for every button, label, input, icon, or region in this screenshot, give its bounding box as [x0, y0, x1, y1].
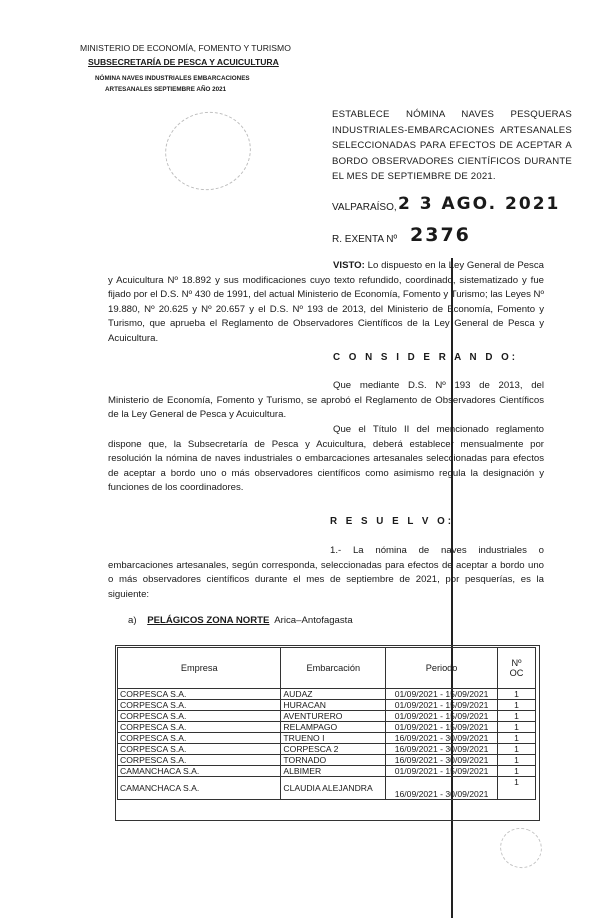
header-line-4: ARTESANALES SEPTIEMBRE AÑO 2021 [105, 86, 227, 93]
table-row [118, 733, 536, 744]
resolution-title: ESTABLECE NÓMINA NAVES PESQUERAS INDUSTRIALES-EMBARCACIONES ARTESANALES SELECCIONADAS PARA EFECTOS DE ACEPTAR A BORDO OBSERVADORES CIENTÍFICOS DURANTE EL MES DE SEPTIEMBRE DE 2021. [332, 109, 572, 183]
cell-oc: 1 [498, 733, 536, 744]
resuelvo-1-text: 1.- La nómina de naves industriales o embarcaciones artesanales, según corresponda, seleccionadas para efectos de aceptar a bordo uno o más observadores científicos durante el mes de septiembre de 2021, por pesquerías, es la siguiente: [108, 545, 544, 600]
considerando-heading: C O N S I D E R A N D O: [333, 352, 519, 363]
table-row [118, 722, 536, 733]
visto-text: Lo dispuesto en la Ley General de Pesca y Acuicultura Nº 18.892 y sus modificaciones cuyo texto refundido, coordinado, sistematizado y fue fijado por el D.S. Nº 430 de 1991, del actual Ministerio de Economía, Fomento y Turismo; las Leyes Nº 19.880, Nº 20.625 y Nº 20.657 y el D.S. Nº 193 de 2013, del Ministerio de Economía, Fomento y Turismo, que aprueba el Reglamento de Observadores Científicos de la Ley General de Pesca y Acuicultura. [108, 260, 544, 344]
cell-periodo: 01/09/2021 - 15/09/2021 [386, 722, 498, 733]
section-a-title: PELÁGICOS ZONA NORTE [147, 615, 270, 626]
section-a-letter: a) [128, 615, 137, 626]
table-row [118, 777, 536, 800]
cell-empresa: CORPESCA S.A. [118, 733, 281, 744]
cell-oc: 1 [498, 755, 536, 766]
resuelvo-paragraph-1 [108, 544, 544, 602]
cell-oc: 1 [498, 722, 536, 733]
cell-oc: 1 [498, 766, 536, 777]
signature-stamp [494, 822, 547, 874]
cell-oc: 1 [498, 777, 536, 800]
cell-embarcacion: CLAUDIA ALEJANDRA [281, 777, 386, 800]
table-row [118, 766, 536, 777]
table-row [118, 700, 536, 711]
cell-periodo: 16/09/2021 - 30/09/2021 [386, 744, 498, 755]
ministry-name: MINISTERIO DE ECONOMÍA, FOMENTO Y TURISMO [80, 43, 291, 53]
table-row [118, 689, 536, 700]
cell-empresa: CORPESCA S.A. [118, 722, 281, 733]
vessel-table [117, 647, 536, 800]
table-row [118, 711, 536, 722]
cell-embarcacion: CORPESCA 2 [281, 744, 386, 755]
header-noc: Nº OC [498, 648, 536, 689]
considerando-2-text: Que el Título II del mencionado reglamento dispone que, la Subsecretaría de Pesca y Acuicultura, deberá establecer mensualmente por resolución la nómina de naves industriales o embarcaciones artesanales seleccionadas para efectos de aceptar a bordo uno o más observadores científicos como asimismo regula la designación y funciones de los coordinadores. [108, 424, 544, 494]
section-a-region: Arica–Antofagasta [274, 615, 353, 626]
header-periodo: Periodo [386, 648, 498, 689]
cell-oc: 1 [498, 700, 536, 711]
visto-label: VISTO: [333, 260, 365, 271]
cell-periodo: 01/09/2021 - 15/09/2021 [386, 711, 498, 722]
considerando-paragraph-2 [108, 423, 544, 496]
considerando-paragraph-1 [108, 379, 544, 423]
cell-embarcacion: AUDAZ [281, 689, 386, 700]
official-seal-stamp [158, 104, 258, 198]
place-label: VALPARAÍSO, [332, 202, 397, 213]
table-row [118, 755, 536, 766]
cell-periodo: 01/09/2021 - 15/09/2021 [386, 689, 498, 700]
header-embarcacion: Embarcación [281, 648, 386, 689]
cell-periodo: 16/09/2021 - 30/09/2021 [386, 755, 498, 766]
cell-empresa: CORPESCA S.A. [118, 711, 281, 722]
cell-embarcacion: AVENTURERO [281, 711, 386, 722]
cell-oc: 1 [498, 689, 536, 700]
cell-embarcacion: RELAMPAGO [281, 722, 386, 733]
table-row [118, 744, 536, 755]
cell-embarcacion: TRUENO I [281, 733, 386, 744]
exenta-label: R. EXENTA Nº [332, 234, 398, 245]
cell-embarcacion: HURACAN [281, 700, 386, 711]
cell-empresa: CORPESCA S.A. [118, 689, 281, 700]
cell-embarcacion: ALBIMER [281, 766, 386, 777]
header-line-3: NÓMINA NAVES INDUSTRIALES EMBARCACIONES [95, 75, 250, 82]
cell-periodo: 01/09/2021 - 15/09/2021 [386, 700, 498, 711]
cell-periodo: 01/09/2021 - 15/09/2021 [386, 766, 498, 777]
table-header-row [118, 648, 536, 689]
visto-paragraph [108, 259, 544, 347]
cell-periodo: 16/09/2021 - 30/09/2021 [386, 777, 498, 800]
cell-oc: 1 [498, 711, 536, 722]
exenta-number: 2376 [410, 224, 471, 246]
cell-empresa: CAMANCHACA S.A. [118, 766, 281, 777]
considerando-1-text: Que mediante D.S. Nº 193 de 2013, del Ministerio de Economía, Fomento y Turismo, se aprobó el Reglamento de Observadores Científicos de la Ley General de Pesca y Acuicultura. [108, 380, 544, 421]
cell-empresa: CAMANCHACA S.A. [118, 777, 281, 800]
section-a-heading [128, 615, 353, 626]
cell-empresa: CORPESCA S.A. [118, 755, 281, 766]
cell-embarcacion: TORNADO [281, 755, 386, 766]
cell-empresa: CORPESCA S.A. [118, 700, 281, 711]
resuelvo-heading: R E S U E L V O: [330, 516, 455, 527]
cell-empresa: CORPESCA S.A. [118, 744, 281, 755]
header-empresa: Empresa [118, 648, 281, 689]
cell-periodo: 16/09/2021 - 30/09/2021 [386, 733, 498, 744]
subsecretaria-name: SUBSECRETARÍA DE PESCA Y ACUICULTURA [88, 57, 279, 67]
cell-oc: 1 [498, 744, 536, 755]
handwritten-date: 2 3 AGO. 2021 [398, 194, 561, 214]
